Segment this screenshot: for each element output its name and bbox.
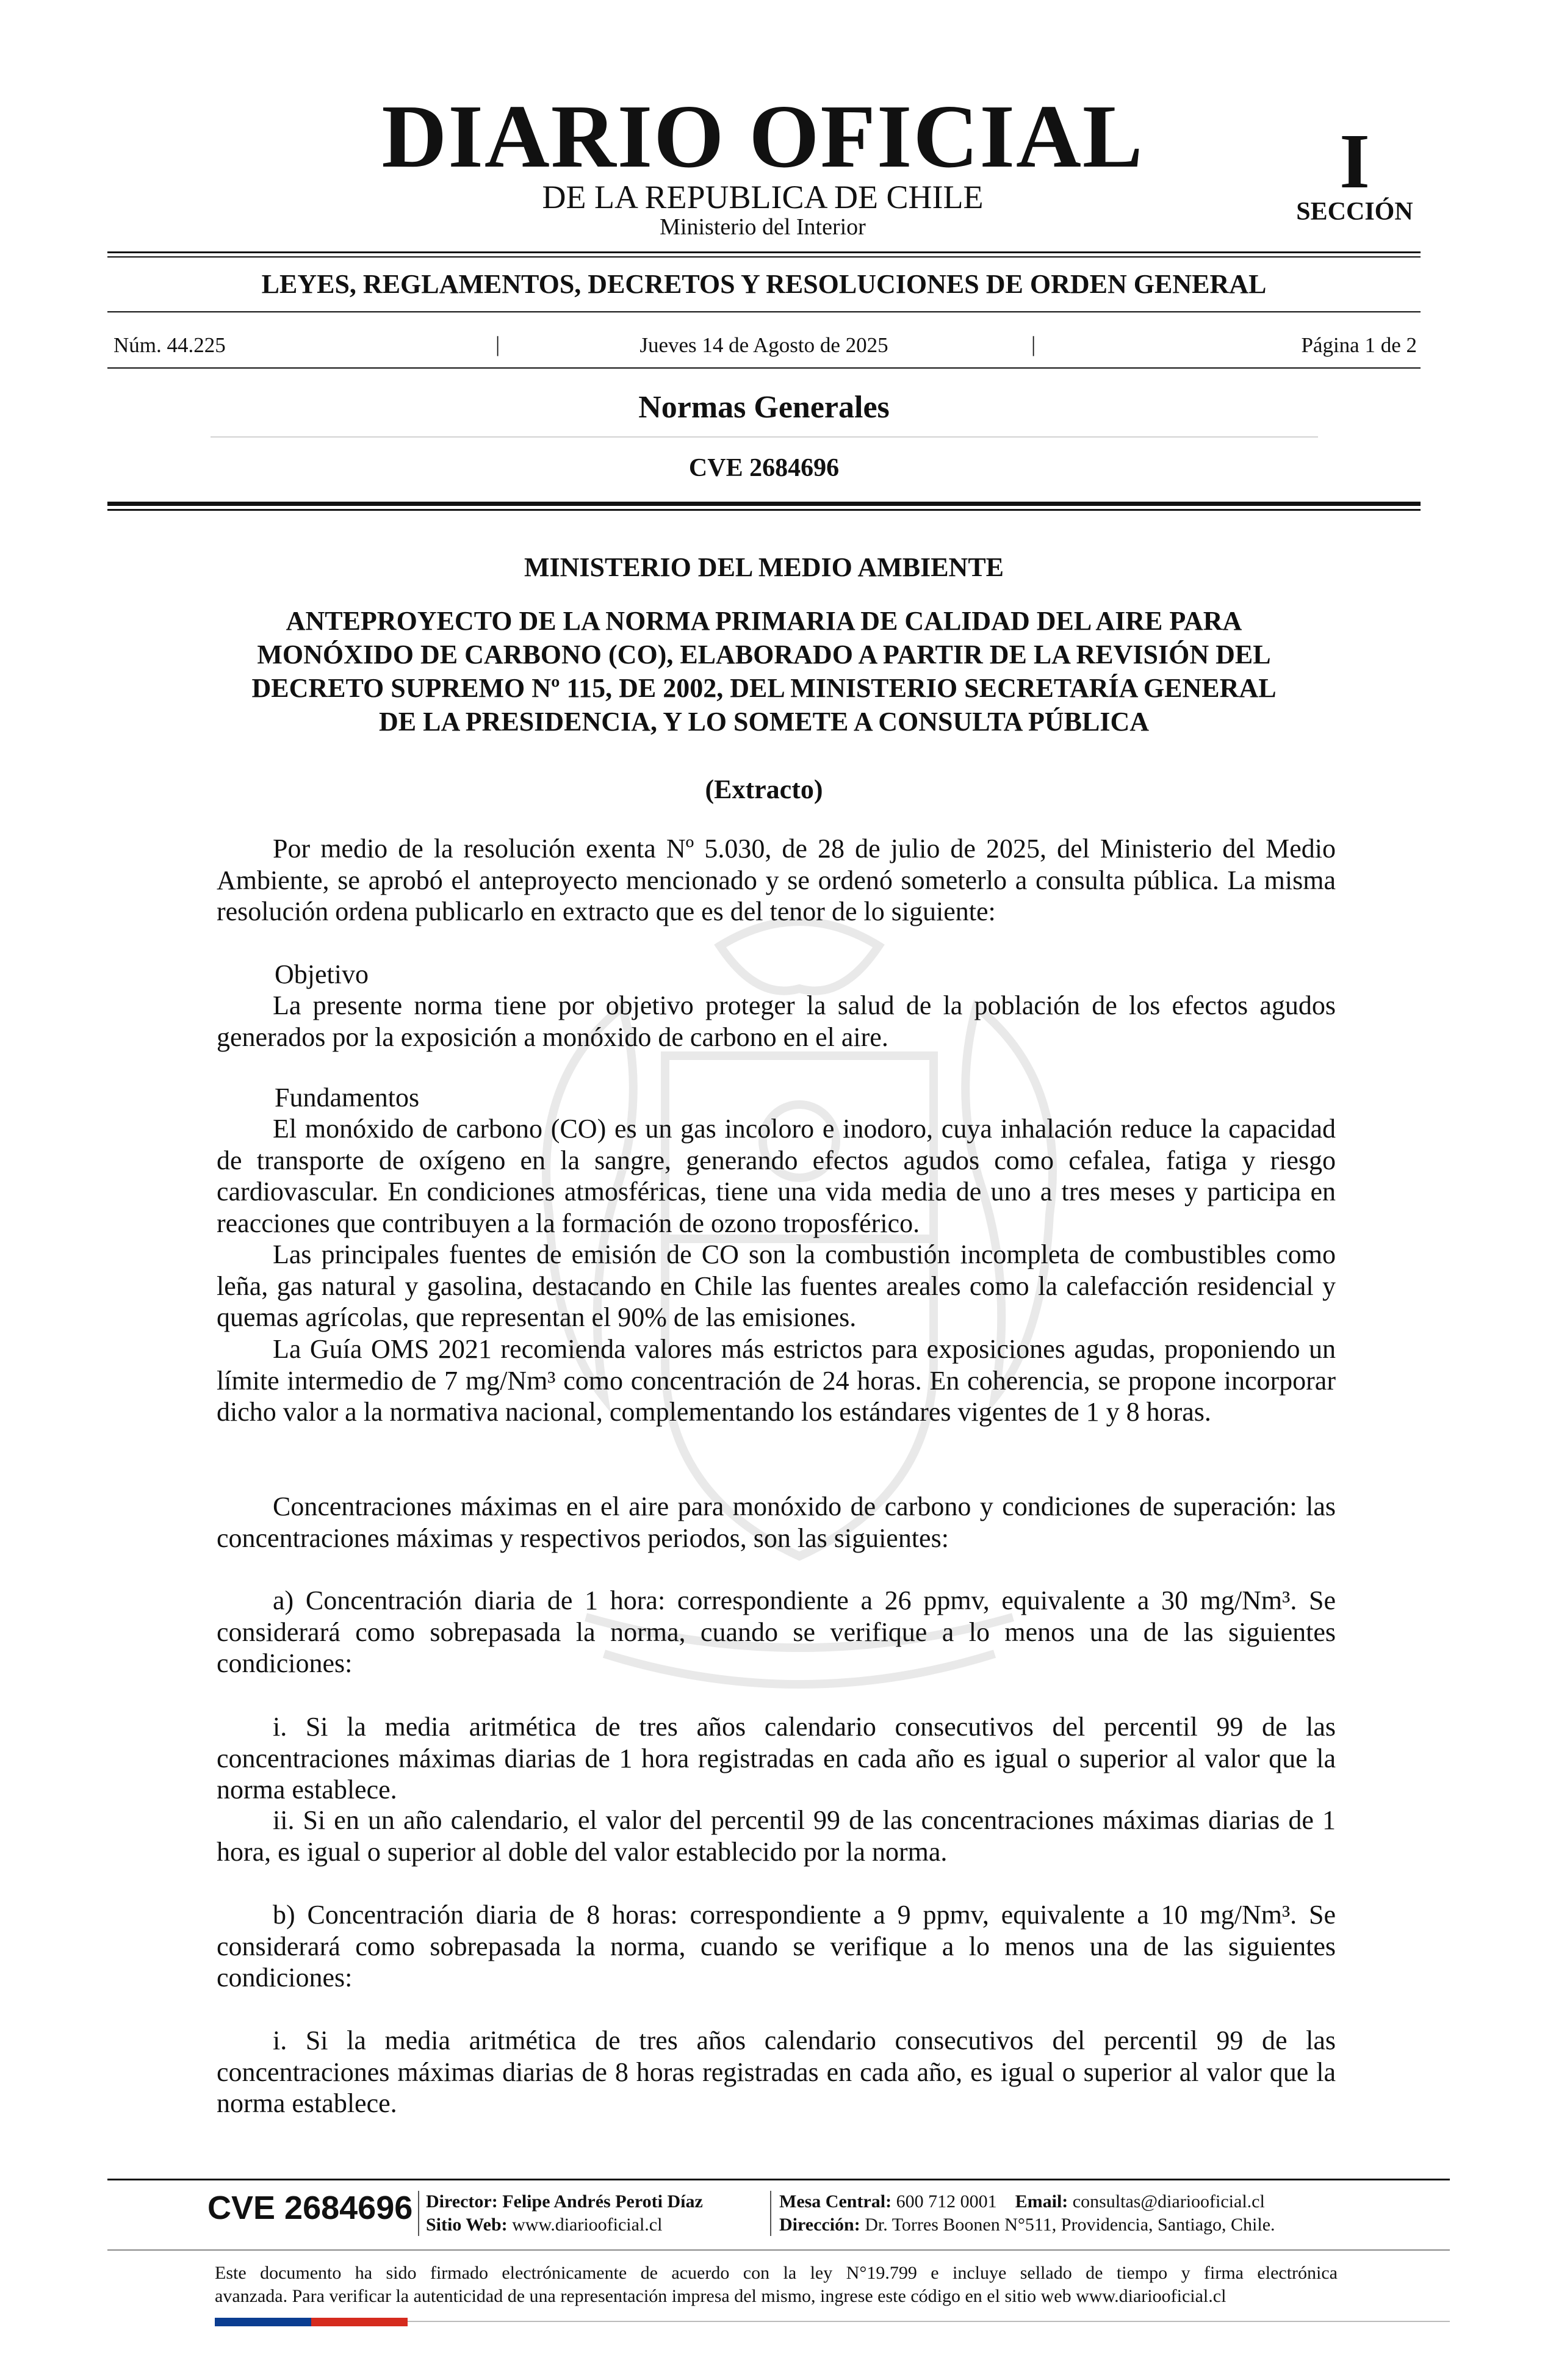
condition-a-ii-paragraph: ii. Si en un año calendario, el valor del percentil 99 de las concentraciones máximas diarias de 1 hora, es igual o superior al doble del valor establecido por la norma. bbox=[217, 1805, 1336, 1867]
footer-bottom-rule bbox=[408, 2321, 1450, 2322]
section-number: I bbox=[1339, 118, 1370, 204]
cve-code: CVE 2684696 bbox=[688, 454, 840, 482]
condition-a-i-paragraph: i. Si la media aritmética de tres años calendario consecutivos del percentil 99 de las concentraciones máximas diarias de 1 hora registradas en cada año es igual o superior al valor que la norma establece. bbox=[217, 1712, 1336, 1805]
info-separator: | bbox=[1031, 332, 1036, 356]
info-bar-top-rule bbox=[107, 311, 1421, 312]
concentraciones-paragraph: Concentraciones máximas en el aire para monóxido de carbono y condiciones de superación: las concentraciones máximas y respectivos periodos, son las siguientes: bbox=[217, 1491, 1336, 1553]
footer-divider bbox=[770, 2191, 771, 2236]
signature-notice-line: Este documento ha sido firmado electrónicamente de acuerdo con la ley N°19.799 e incluye sellado de tiempo y firma electrónica bbox=[215, 2263, 1338, 2283]
condition-b-paragraph: b) Concentración diaria de 8 horas: correspondiente a 9 ppmv, equivalente a 10 mg/Nm³. Se considerará como sobrepasada la norma, cuando se verifique a lo menos una de las siguientes condiciones: bbox=[217, 1900, 1336, 1992]
section-title: Normas Generales bbox=[638, 390, 890, 425]
fundamentos-paragraph: La Guía OMS 2021 recomienda valores más estrictos para exposiciones agudas, proponiendo un límite intermedio de 7 mg/Nm³ como concentración de 24 horas. En coherencia, se propone incorporar dicho valor a la normativa nacional, complementando los estándares vigentes de 1 y 8 horas. bbox=[217, 1334, 1336, 1427]
footer-director-block bbox=[426, 2190, 703, 2237]
footer-contact-block bbox=[779, 2190, 1275, 2237]
document-title-line: MONÓXIDO DE CARBONO (CO), ELABORADO A PARTIR DE LA REVISIÓN DEL bbox=[257, 640, 1271, 669]
condition-b-i-paragraph: i. Si la media aritmética de tres años calendario consecutivos del percentil 99 de las concentraciones máximas diarias de 8 horas registradas en cada año, es igual o superior al valor que la norma establece. bbox=[217, 2025, 1336, 2118]
address-label: Dirección: bbox=[779, 2215, 860, 2235]
intro-paragraph: Por medio de la resolución exenta Nº 5.030, de 28 de julio de 2025, del Ministerio del Medio Ambiente, se aprobó el anteproyecto mencionado y se ordenó someterlo a consulta pública. La misma resolución ordena publicarlo en extracto que es del tenor de lo siguiente: bbox=[217, 834, 1336, 926]
document-title-line: DECRETO SUPREMO Nº 115, DE 2002, DEL MINISTERIO SECRETARÍA GENERAL bbox=[251, 673, 1277, 703]
masthead-ministry: Ministerio del Interior bbox=[660, 214, 866, 240]
document-title-line: ANTEPROYECTO DE LA NORMA PRIMARIA DE CALIDAD DEL AIRE PARA bbox=[286, 606, 1242, 636]
heavy-rule-thin bbox=[107, 509, 1421, 511]
website-link[interactable]: www.diariooficial.cl bbox=[512, 2215, 663, 2235]
condition-a-paragraph: a) Concentración diaria de 1 hora: correspondiente a 26 ppmv, equivalente a 30 mg/Nm³. Se considerará como sobrepasada la norma, cuando se verifique a lo menos una de las siguientes condiciones: bbox=[217, 1585, 1336, 1678]
document-title bbox=[201, 604, 1327, 738]
footer-cve-code: CVE 2684696 bbox=[207, 2190, 413, 2226]
document-title-line: DE LA PRESIDENCIA, Y LO SOMETE A CONSULTA PÚBLICA bbox=[378, 707, 1150, 737]
masthead-rule-thin bbox=[107, 256, 1421, 258]
flag-stripe-blue bbox=[215, 2318, 311, 2326]
fundamentos-paragraph: Las principales fuentes de emisión de CO son la combustión incompleta de combustibles como leña, gas natural y gasolina, destacando en Chile las fuentes areales como la calefacción residencial y quemas agrícolas, que representan el 90% de las emisiones. bbox=[217, 1239, 1336, 1332]
masthead-rule bbox=[107, 251, 1421, 253]
footer-thin-rule bbox=[107, 2249, 1450, 2251]
masthead-subtitle: DE LA REPUBLICA DE CHILE bbox=[542, 179, 984, 215]
objetivo-heading: Objetivo bbox=[275, 959, 369, 989]
ministry-heading: MINISTERIO DEL MEDIO AMBIENTE bbox=[524, 552, 1004, 582]
section-label: SECCIÓN bbox=[1296, 198, 1413, 226]
fundamentos-paragraph: El monóxido de carbono (CO) es un gas incoloro e inodoro, cuya inhalación reduce la capacidad de transporte de oxígeno en la sangre, generando efectos agudos como cefalea, fatiga y riesgo cardiovascular. En condiciones atmosféricas, tiene una vida media de uno a tres meses y participa en reacciones que contribuyen a la formación de ozono troposférico. bbox=[217, 1114, 1336, 1238]
fundamentos-heading: Fundamentos bbox=[275, 1083, 420, 1112]
info-bar-bottom-rule bbox=[107, 367, 1421, 369]
signature-notice-line: avanzada. Para verificar la autenticidad de una representación impresa del mismo, ingrese este código en el sitio web www.diariooficial.cl bbox=[215, 2286, 1226, 2306]
footer-divider bbox=[418, 2191, 419, 2236]
phone-label: Mesa Central: bbox=[779, 2191, 892, 2212]
footer-rule bbox=[107, 2179, 1450, 2180]
email-link[interactable]: consultas@diariooficial.cl bbox=[1072, 2191, 1265, 2212]
website-label: Sitio Web: bbox=[426, 2215, 508, 2235]
section-divider bbox=[211, 436, 1318, 438]
issue-date: Jueves 14 de Agosto de 2025 bbox=[639, 333, 888, 357]
page-indicator: Página 1 de 2 bbox=[1301, 333, 1417, 357]
phone-number: 600 712 0001 bbox=[896, 2191, 997, 2212]
info-separator: | bbox=[495, 332, 500, 356]
address-text: Dr. Torres Boonen N°511, Providencia, Santiago, Chile. bbox=[865, 2215, 1275, 2235]
masthead-title: DIARIO OFICIAL bbox=[381, 87, 1144, 187]
heavy-rule bbox=[107, 502, 1421, 506]
flag-stripe-red bbox=[311, 2318, 408, 2326]
objetivo-paragraph: La presente norma tiene por objetivo proteger la salud de la población de los efectos agudos generados por la exposición a monóxido de carbono en el aire. bbox=[217, 990, 1336, 1052]
document-subtitle: (Extracto) bbox=[705, 774, 823, 804]
issue-number: Núm. 44.225 bbox=[113, 333, 226, 357]
director-name: Felipe Andrés Peroti Díaz bbox=[502, 2191, 703, 2212]
category-heading: LEYES, REGLAMENTOS, DECRETOS Y RESOLUCIONES DE ORDEN GENERAL bbox=[261, 269, 1267, 299]
director-label: Director: bbox=[426, 2191, 498, 2212]
email-label: Email: bbox=[1015, 2191, 1068, 2212]
